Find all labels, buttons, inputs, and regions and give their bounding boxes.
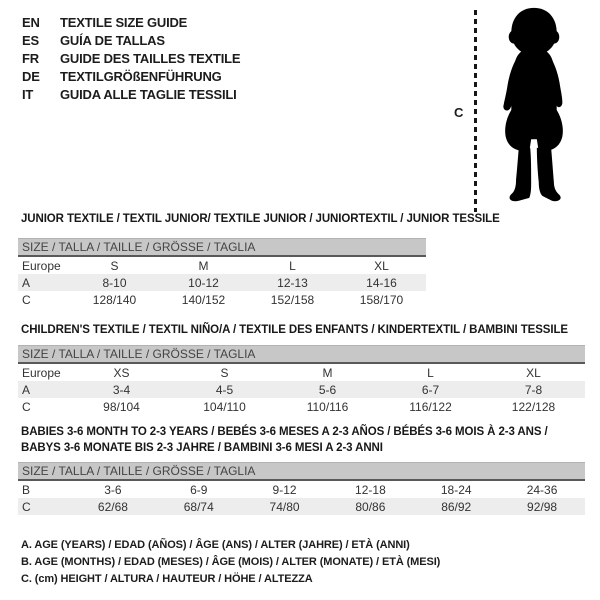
size-header-band [18, 462, 585, 481]
legend-line-c: C. (cm) HEIGHT / ALTURA / HAUTEUR / HÖHE / ALTEZZA [21, 573, 313, 585]
size-cell: XL [526, 365, 541, 380]
age-cell: 6-9 [190, 482, 208, 497]
height-cell: 122/128 [511, 399, 556, 414]
size-cell: M [322, 365, 333, 380]
height-cell: 158/170 [359, 292, 404, 307]
table-row [18, 398, 585, 415]
age-cell: 3-6 [104, 482, 122, 497]
table-title-children: CHILDREN'S TEXTILE / TEXTIL NIÑO/A / TEXTILE DES ENFANTS / KINDERTEXTIL / BAMBINI TESSILE [21, 324, 568, 336]
size-cell: XS [113, 365, 130, 380]
table-title-babies: BABIES 3-6 MONTH TO 2-3 YEARS / BEBÉS 3-6 MESES A 2-3 AÑOS / BÉBÉS 3-6 MOIS À 2-3 ANS / BABYS 3-6 MONATE BIS 2-3 JAHRE / BAMBINI 3-6 MESI A 2-3 ANNI [21, 426, 548, 454]
language-row [22, 85, 240, 103]
legend-line-a: A. AGE (YEARS) / EDAD (AÑOS) / ÂGE (ANS) / ALTER (JAHRE) / ETÀ (ANNI) [21, 539, 410, 551]
language-row [22, 49, 240, 67]
language-title: GUÍA DE TALLAS [60, 32, 165, 48]
language-code: FR [22, 50, 39, 66]
age-cell: 12-13 [277, 275, 308, 290]
language-title: GUIDA ALLE TAGLIE TESSILI [60, 86, 237, 102]
height-measure-dashed-line [474, 10, 477, 212]
size-cell: L [289, 258, 296, 273]
table-row [18, 257, 426, 274]
height-cell: 68/74 [183, 499, 214, 514]
height-cell: 74/80 [269, 499, 300, 514]
language-title: TEXTILGRÖßENFÜHRUNG [60, 68, 222, 84]
language-title: GUIDE DES TAILLES TEXTILE [60, 50, 241, 66]
table-row [18, 381, 585, 398]
height-cell: 128/140 [92, 292, 137, 307]
language-code: EN [22, 14, 40, 30]
language-title: TEXTILE SIZE GUIDE [60, 14, 188, 30]
legend-line-b: B. AGE (MONTHS) / EDAD (MESES) / ÂGE (MOIS) / ALTER (MONATE) / ETÀ (MESI) [21, 556, 441, 568]
row-label: A [22, 275, 31, 290]
table-row [18, 291, 426, 308]
age-cell: 14-16 [366, 275, 397, 290]
size-header-text: SIZE / TALLA / TAILLE / GRÖSSE / TAGLIA [22, 347, 256, 361]
language-row [22, 13, 240, 31]
language-code: DE [22, 68, 40, 84]
age-cell: 4-5 [215, 382, 234, 397]
height-cell: 110/116 [306, 399, 349, 414]
size-header-band [18, 238, 426, 257]
measure-legend [21, 537, 440, 588]
toddler-silhouette-image [486, 6, 582, 214]
language-code: IT [22, 86, 34, 102]
table-title-junior: JUNIOR TEXTILE / TEXTIL JUNIOR/ TEXTILE JUNIOR / JUNIORTEXTIL / JUNIOR TESSILE [21, 213, 500, 225]
table-row [18, 481, 585, 498]
age-cell: 3-4 [112, 382, 131, 397]
size-cell: XL [374, 258, 389, 273]
table-row [18, 274, 426, 291]
age-cell: 18-24 [440, 482, 472, 497]
size-header-band [18, 345, 585, 364]
children-size-table [18, 345, 585, 415]
height-measure-label: C [454, 105, 464, 120]
age-cell: 5-6 [318, 382, 337, 397]
height-cell: 104/110 [203, 399, 246, 414]
language-row [22, 67, 240, 85]
age-cell: 24-36 [526, 482, 558, 497]
language-row [22, 31, 240, 49]
age-cell: 12-18 [355, 482, 386, 497]
age-cell: 9-12 [272, 482, 297, 497]
babies-size-table [18, 462, 585, 515]
row-label: Europe [22, 365, 61, 380]
height-cell: 98/104 [103, 399, 140, 414]
height-cell: 80/86 [355, 499, 386, 514]
row-label: C [22, 499, 31, 514]
age-cell: 6-7 [421, 382, 440, 397]
age-cell: 7-8 [524, 382, 543, 397]
height-cell: 116/122 [409, 399, 452, 414]
age-cell: 10-12 [188, 275, 219, 290]
row-label: C [22, 399, 31, 414]
language-title-list [22, 13, 240, 103]
height-cell: 92/98 [527, 499, 558, 514]
junior-size-table [18, 238, 426, 308]
height-cell: 152/158 [270, 292, 315, 307]
size-cell: M [198, 258, 209, 273]
height-cell: 140/152 [181, 292, 226, 307]
size-cell: S [110, 258, 119, 273]
table-row [18, 364, 585, 381]
size-cell: L [427, 365, 434, 380]
language-code: ES [22, 32, 39, 48]
size-header-text: SIZE / TALLA / TAILLE / GRÖSSE / TAGLIA [22, 464, 256, 478]
table-row [18, 498, 585, 515]
height-cell: 62/68 [97, 499, 128, 514]
row-label: Europe [22, 258, 61, 273]
height-cell: 86/92 [441, 499, 472, 514]
row-label: C [22, 292, 31, 307]
row-label: B [22, 482, 31, 497]
size-header-text: SIZE / TALLA / TAILLE / GRÖSSE / TAGLIA [22, 240, 256, 254]
age-cell: 8-10 [102, 275, 127, 290]
row-label: A [22, 382, 31, 397]
size-cell: S [220, 365, 229, 380]
